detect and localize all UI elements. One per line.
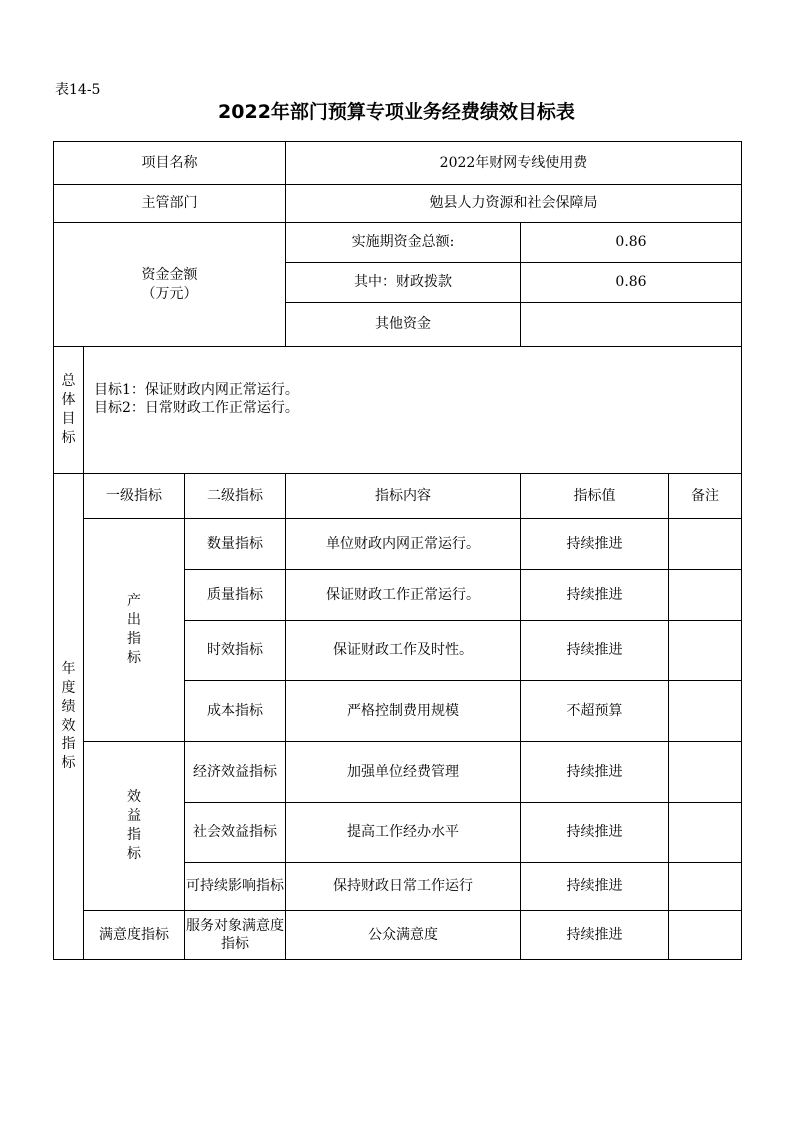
level2-cell: 社会效益指标 [185,803,286,863]
note-cell [669,742,742,803]
value-cell: 持续推进 [521,863,669,911]
note-cell [669,863,742,911]
content-cell: 单位财政内网正常运行。 [286,519,521,570]
output-indicator-label: 产出指标 [126,593,141,666]
content-cell: 严格控制费用规模 [286,681,521,742]
content-cell: 保证财政工作正常运行。 [286,570,521,621]
benefit-indicator-label: 效益指标 [126,789,141,862]
other-funds-value [521,303,742,347]
value-cell: 持续推进 [521,570,669,621]
annual-indicators-label-cell [54,474,84,960]
dept-value: 勉县人力资源和社会保障局 [286,185,742,223]
satisfaction-indicator-cell: 满意度指标 [84,911,185,960]
content-cell: 加强单位经费管理 [286,742,521,803]
content-cell: 保持财政日常工作运行 [286,863,521,911]
note-cell [669,621,742,681]
funds-label: 资金金额 [141,267,198,284]
funds-label-cell [54,223,286,347]
level2-cell: 质量指标 [185,570,286,621]
goal-item-1: 目标1：保证财政内网正常运行。 [94,381,299,398]
level2-cell: 成本指标 [185,681,286,742]
level2-cell: 时效指标 [185,621,286,681]
table-row [54,911,742,960]
benefit-indicator-cell [84,742,185,911]
value-cell: 持续推进 [521,803,669,863]
note-cell [669,681,742,742]
value-cell: 持续推进 [521,742,669,803]
goals-content [84,347,742,474]
goals-label-cell [54,347,84,474]
content-cell: 公众满意度 [286,911,521,960]
value-cell: 不超预算 [521,681,669,742]
table-row [54,742,742,803]
fiscal-funds-value: 0.86 [521,263,742,303]
fiscal-funds-label: 其中：财政拨款 [286,263,521,303]
level2-cell: 服务对象满意度指标 [185,911,286,960]
value-cell: 持续推进 [521,911,669,960]
output-indicator-cell [84,519,185,742]
content-cell: 提高工作经办水平 [286,803,521,863]
content-cell: 保证财政工作及时性。 [286,621,521,681]
header-level2: 二级指标 [185,474,286,519]
header-value: 指标值 [521,474,669,519]
value-cell: 持续推进 [521,621,669,681]
note-cell [669,519,742,570]
value-cell: 持续推进 [521,519,669,570]
project-name-label: 项目名称 [54,142,286,185]
note-cell [669,570,742,621]
level2-cell: 经济效益指标 [185,742,286,803]
goal-item-2: 目标2：日常财政工作正常运行。 [94,400,299,416]
header-note: 备注 [669,474,742,519]
level2-cell: 数量指标 [185,519,286,570]
total-funds-value: 0.86 [521,223,742,263]
project-name-value: 2022年财网专线使用费 [286,142,742,185]
note-cell [669,911,742,960]
table-code: 表14-5 [55,82,101,98]
annual-indicators-label: 年度绩效指标 [61,660,76,772]
page-title: 2022年部门预算专项业务经费绩效目标表 [218,101,575,123]
goals-label: 总体目标 [61,373,76,446]
performance-target-table [53,141,742,960]
funds-unit: （万元） [141,285,198,302]
other-funds-label: 其他资金 [286,303,521,347]
level2-cell: 可持续影响指标 [185,863,286,911]
note-cell [669,803,742,863]
header-level1: 一级指标 [84,474,185,519]
header-content: 指标内容 [286,474,521,519]
dept-label: 主管部门 [54,185,286,223]
total-funds-label: 实施期资金总额: [286,223,521,263]
table-row [54,519,742,570]
